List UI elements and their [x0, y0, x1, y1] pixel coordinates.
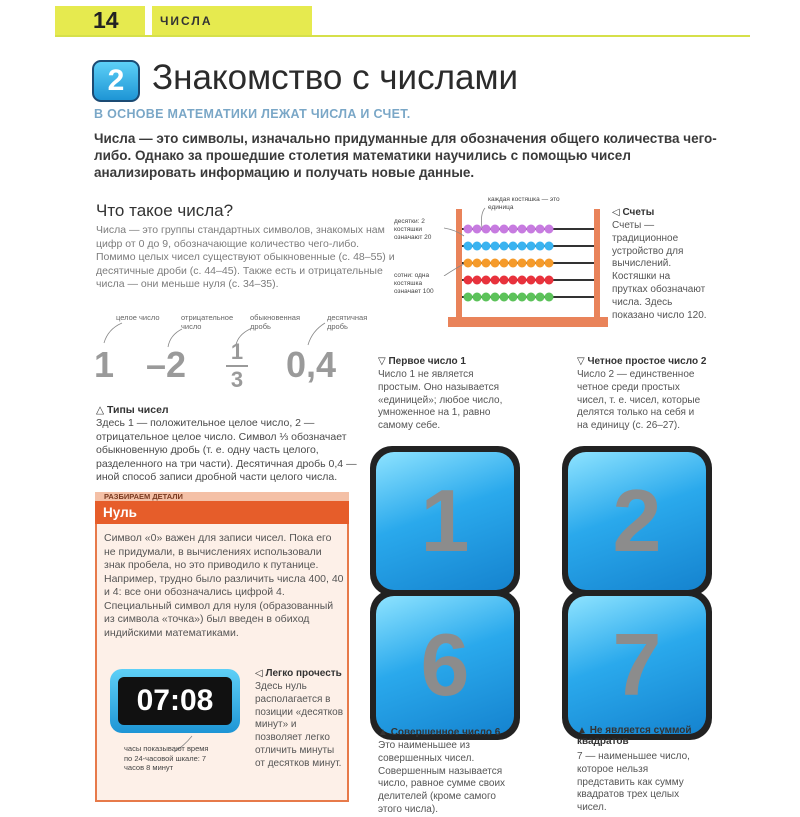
- label-fraction: обыкновенная дробь: [250, 313, 301, 331]
- types-heading-text: Типы чисел: [107, 404, 169, 416]
- abacus-bead: [509, 293, 518, 302]
- page-title: Знакомство с числами: [152, 58, 519, 97]
- triangle-up-icon: ▲: [378, 727, 391, 738]
- fraction-denominator: 3: [230, 367, 244, 392]
- types-heading: [96, 404, 169, 416]
- abacus-heading: [612, 207, 654, 218]
- abacus-hundreds-label: сотни: одна костяшка означает 100: [394, 272, 434, 295]
- not-sum-text: 7 — наименьшее число, которое нельзя представить как сумму квадратов трех целых чисел.: [577, 751, 690, 814]
- tile-digit: 1: [420, 471, 470, 570]
- abacus-bead: [491, 293, 500, 302]
- zero-box-text: Символ «0» важен для записи чисел. Пока его не придумали, в вычислениях использовали знак пробела, но это приводило к путанице. Например, трудно было различить числа 400, 40 и 4: все они обозначались цифрой 4. Специальный символ для нуля (образованный из символа «точка») был введен в обиход индийскими математиками.: [104, 532, 344, 639]
- easy-read-heading-text: Легко прочесть: [265, 668, 342, 679]
- abacus-text: Счеты — традиционное устройство для вычислений. Костяшки на прутках обозначают числа. Здесь показано число 120.: [612, 220, 707, 321]
- fraction-numerator: 1: [230, 339, 244, 364]
- abacus-bead: [473, 276, 482, 285]
- not-sum-heading-text: Не является суммой квадратов: [577, 725, 692, 747]
- abacus-bead: [509, 276, 518, 285]
- abacus-heading-text: Счеты: [622, 207, 655, 218]
- abacus-bead: [545, 276, 554, 285]
- section-heading-what-are-numbers: Что такое числа?: [96, 201, 234, 220]
- number-tile-7: [562, 590, 712, 740]
- page-subtitle: В ОСНОВЕ МАТЕМАТИКИ ЛЕЖАТ ЧИСЛА И СЧЕТ.: [94, 107, 411, 121]
- what-are-numbers-text: Числа — это группы стандартных символов, знакомых нам цифр от 0 до 9, обозначающие количество чего-либо. Помимо целых чисел существуют обыкновенные (с. 48–55) и десятичные дроби (с. 44–45). Также есть и отрицательные числа — они меньше нуля (с. 34–35).: [96, 224, 395, 290]
- abacus-bead: [536, 242, 545, 251]
- page-number: 14: [55, 6, 145, 35]
- abacus-bead: [464, 293, 473, 302]
- abacus-bead: [527, 259, 536, 268]
- number-fraction: [222, 340, 252, 392]
- label-decimal: десятичная дробь: [327, 313, 368, 331]
- abacus-bead: [482, 276, 491, 285]
- triangle-left-icon: ◁: [612, 207, 623, 218]
- number-tile-6: [370, 590, 520, 740]
- even-prime-heading: [577, 356, 706, 367]
- clock-caption: часы показывают время по 24-часовой шкале: 7 часов 8 минут: [124, 744, 209, 772]
- intro-paragraph: Числа — это символы, изначально придуманные для обозначения общего количества чего-либо. Однако за прошедшие столетия математики научились с помощью чисел анализировать информацию и получать новые данные.: [94, 131, 717, 180]
- section-name: ЧИСЛА: [152, 6, 312, 35]
- abacus-bead: [545, 225, 554, 234]
- easy-read-heading: [255, 668, 342, 679]
- abacus-bead: [527, 225, 536, 234]
- abacus-tens-label: десятки: 2 костяшки означают 20: [394, 218, 432, 241]
- abacus-bead: [536, 225, 545, 234]
- triangle-left-icon: ◁: [255, 668, 266, 679]
- tile-digit: 2: [612, 471, 662, 570]
- perfect-number-heading-text: Совершенное число 6: [390, 727, 501, 738]
- perfect-number-heading: [378, 727, 500, 738]
- abacus-bead: [527, 242, 536, 251]
- abacus-bead: [536, 276, 545, 285]
- abacus-label-arrows: [430, 206, 510, 276]
- number-negative: –2: [146, 344, 187, 385]
- easy-read-text: Здесь нуль располагается в позиции «десятков минут» и позволяет легко отличить минуты от десятков минут.: [255, 681, 344, 769]
- zero-box-tag-text: РАЗБИРАЕМ ДЕТАЛИ: [104, 492, 183, 501]
- abacus-bead: [536, 293, 545, 302]
- first-number-heading-text: Первое число 1: [388, 356, 466, 367]
- tile-digit: 7: [612, 615, 662, 714]
- clock-display: 07:08: [118, 677, 232, 725]
- abacus-bead: [527, 276, 536, 285]
- abacus-top-label: каждая костяшка — это единица: [488, 196, 560, 211]
- even-prime-text: Число 2 — единственное четное среди простых чисел, т. е. чисел, которые делятся только на себя и на единицу (с. 26–27).: [577, 369, 701, 432]
- abacus-bead: [500, 293, 509, 302]
- abacus-bead: [518, 276, 527, 285]
- types-text: Здесь 1 — положительное целое число, 2 — отрицательное целое число. Символ ⅓ обозначает обыкновенную дробь (т. е. одну часть целого, разделенного на три части). Десятичная дробь 0,4 — иной способ записи дробной части целого числа.: [96, 417, 357, 483]
- zero-box-tag: [95, 492, 349, 501]
- abacus-bead: [518, 259, 527, 268]
- number-tile-1: [370, 446, 520, 596]
- abacus-bead: [473, 293, 482, 302]
- abacus-bead: [527, 293, 536, 302]
- label-negative: отрицательное число: [181, 313, 234, 331]
- first-number-text: Число 1 не является простым. Оно называется «единицей»; любое число, умноженное на 1, равно самому себе.: [378, 369, 503, 432]
- even-prime-heading-text: Четное простое число 2: [587, 356, 707, 367]
- first-number-heading: [378, 356, 466, 367]
- abacus-bead: [545, 293, 554, 302]
- zero-box-heading: Нуль: [95, 501, 349, 524]
- chapter-badge: 2: [92, 60, 140, 102]
- tile-digit: 6: [420, 615, 470, 714]
- abacus-bead: [545, 259, 554, 268]
- abacus-bead: [500, 276, 509, 285]
- abacus-bead: [482, 293, 491, 302]
- abacus-bead: [518, 293, 527, 302]
- number-decimal: 0,4: [286, 344, 337, 385]
- triangle-down-icon: ▽: [577, 356, 588, 367]
- page-header: [55, 6, 750, 36]
- triangle-up-icon: △: [96, 404, 107, 416]
- label-integer: целое число: [116, 313, 160, 322]
- abacus-bead: [491, 276, 500, 285]
- abacus-bead: [518, 225, 527, 234]
- triangle-down-icon: ▽: [378, 356, 389, 367]
- triangle-up-icon: ▲: [577, 725, 590, 736]
- perfect-number-text: Это наименьшее из совершенных чисел. Совершенным называется число, равное сумме своих делителей (кроме самого этого числа).: [378, 740, 506, 815]
- number-tile-2: [562, 446, 712, 596]
- abacus-bead: [536, 259, 545, 268]
- not-sum-heading: [577, 725, 707, 747]
- abacus-bead: [464, 276, 473, 285]
- number-integer: 1: [94, 344, 115, 385]
- abacus-bead: [518, 242, 527, 251]
- abacus-bead: [545, 242, 554, 251]
- digital-clock: [110, 669, 240, 733]
